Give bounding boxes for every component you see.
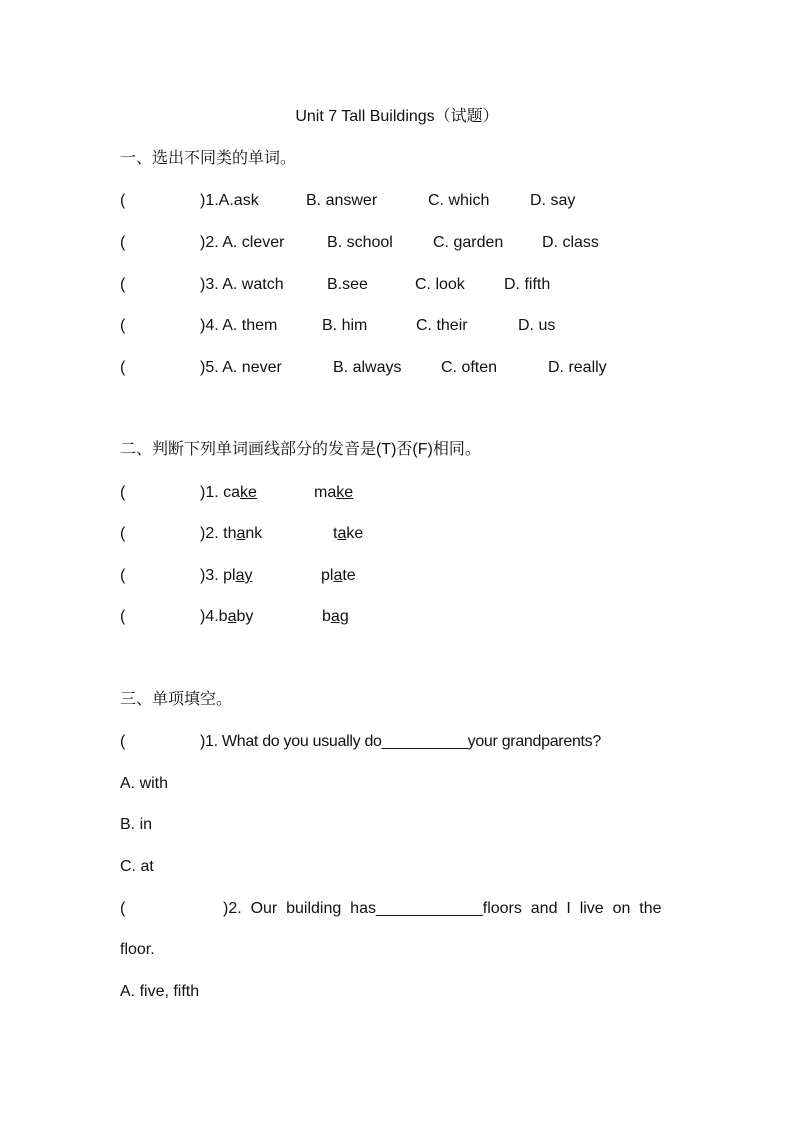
option-d: D. us [518, 317, 556, 334]
option-b: B. answer [306, 192, 378, 209]
answer-paren-open: ( [120, 900, 126, 917]
option-b: B. school [327, 234, 393, 251]
section-3-heading: 三、单项填空。 [120, 691, 233, 708]
answer-paren-open: ( [120, 317, 126, 334]
answer-paren-open: ( [120, 484, 126, 501]
word-1-suffix: by [236, 608, 254, 625]
word-2-underlined: a [333, 567, 343, 584]
option-c: C. often [441, 359, 498, 376]
question-text: )1. What do you usually do__________your grandparents? [200, 733, 601, 750]
word-2 [333, 524, 363, 544]
question-number: )4. [200, 608, 219, 625]
word-1 [200, 566, 252, 586]
option-b: B. in [120, 816, 153, 833]
word-1-underlined: ke [240, 484, 257, 501]
word-2-prefix: t [333, 525, 338, 542]
word-1 [200, 607, 253, 627]
option-a: A. five, fifth [120, 983, 200, 1000]
answer-paren-open: ( [120, 234, 126, 251]
question-number-option-a: )4. A. them [200, 317, 278, 334]
question-number: )1. [200, 484, 219, 501]
question-number-option-a: )5. A. never [200, 359, 282, 376]
answer-paren-open: ( [120, 733, 126, 750]
word-1-suffix: nk [245, 525, 263, 542]
word-1-prefix: ca [218, 484, 241, 501]
word-2 [321, 566, 356, 586]
option-b: B.see [327, 276, 368, 293]
option-d: D. say [530, 192, 576, 209]
page-title: Unit 7 Tall Buildings（试题） [295, 108, 499, 125]
option-c: C. look [415, 276, 465, 293]
word-2-suffix: te [342, 567, 356, 584]
option-d: D. fifth [504, 276, 551, 293]
word-2-underlined: a [330, 608, 340, 625]
word-1 [200, 524, 262, 544]
word-1-prefix: pl [218, 567, 236, 584]
question-text-continuation: floor. [120, 941, 155, 958]
option-d: D. really [548, 359, 607, 376]
word-2 [314, 483, 353, 503]
word-1-underlined: a [236, 525, 246, 542]
option-b: B. him [322, 317, 368, 334]
question-number-option-a: )3. A. watch [200, 276, 284, 293]
question-number-option-a: )1.A.ask [200, 192, 259, 209]
word-2-suffix: ke [346, 525, 364, 542]
option-d: D. class [542, 234, 599, 251]
section-1-heading: 一、选出不同类的单词。 [120, 150, 297, 167]
question-number: )3. [200, 567, 219, 584]
word-1-prefix: th [218, 525, 237, 542]
option-c: C. their [416, 317, 468, 334]
word-2-prefix: b [322, 608, 331, 625]
question-text: )2. Our building has____________floors and I live on the [223, 900, 662, 917]
word-2 [322, 607, 349, 627]
option-c: C. at [120, 858, 154, 875]
option-a: A. with [120, 775, 169, 792]
word-2-suffix: g [339, 608, 349, 625]
word-2-prefix: pl [321, 567, 334, 584]
word-2-underlined: ke [336, 484, 354, 501]
answer-paren-open: ( [120, 567, 126, 584]
option-c: C. which [428, 192, 490, 209]
word-2-prefix: ma [314, 484, 337, 501]
answer-paren-open: ( [120, 608, 126, 625]
option-b: B. always [333, 359, 402, 376]
word-1-underlined: a [227, 608, 237, 625]
answer-paren-open: ( [120, 192, 126, 209]
option-c: C. garden [433, 234, 504, 251]
question-number: )2. [200, 525, 219, 542]
answer-paren-open: ( [120, 525, 126, 542]
word-2-underlined: a [337, 525, 347, 542]
word-1-underlined: ay [235, 567, 253, 584]
word-1 [200, 483, 257, 503]
word-1-prefix: b [218, 608, 228, 625]
answer-paren-open: ( [120, 276, 126, 293]
answer-paren-open: ( [120, 359, 126, 376]
section-2-heading: 二、判断下列单词画线部分的发音是(T)否(F)相同。 [120, 441, 481, 458]
question-number-option-a: )2. A. clever [200, 234, 285, 251]
